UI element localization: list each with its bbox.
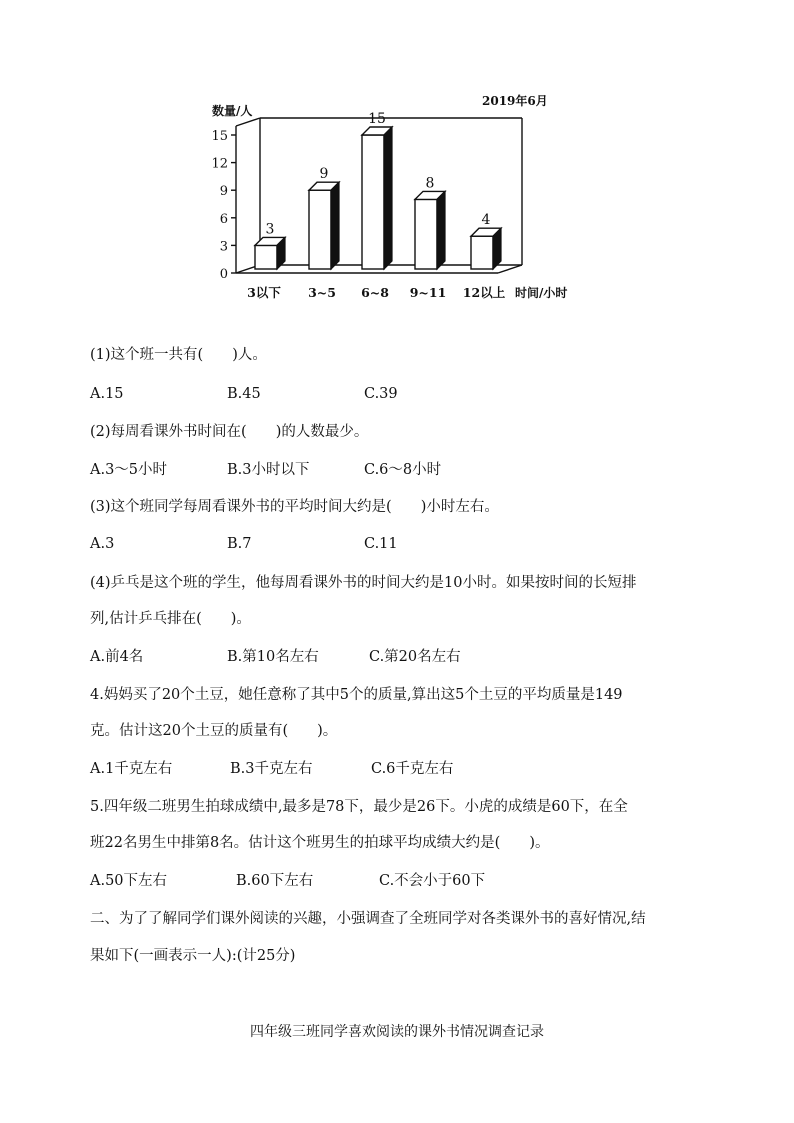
x-tick-label: 3~5 [308,285,336,300]
bar-front [471,236,493,269]
bar-front [255,245,277,269]
q5-option-b[interactable]: B.3千克左右 [230,761,313,777]
q1-option-a[interactable]: A.15 [90,386,124,402]
section2-line2: 果如下(一画表示一人):(计25分) [90,948,296,964]
bar-side [493,228,501,269]
q6-option-b[interactable]: B.60下左右 [236,873,314,889]
q4-option-b[interactable]: B.第10名左右 [227,649,319,665]
bar [309,182,339,269]
q1-option-b[interactable]: B.45 [227,386,261,402]
q2-option-b[interactable]: B.3小时以下 [227,462,310,478]
q3-option-b[interactable]: B.7 [227,536,252,552]
bar-front [415,199,437,269]
table-caption: 四年级三班同学喜欢阅读的课外书情况调查记录 [250,1024,544,1040]
q4-option-c[interactable]: C.第20名左右 [369,649,461,665]
q5-stem-line1: 4.妈妈买了20个土豆，她任意称了其中5个的质量,算出这5个土豆的平均质量是149 [90,687,623,703]
q2-stem: (2)每周看课外书时间在( )的人数最少。 [90,424,369,440]
section2-line1: 二、为了了解同学们课外阅读的兴趣，小强调查了全班同学对各类课外书的喜好情况,结 [90,911,646,927]
chart-title: 2019年6月 [482,94,548,108]
bar-side [437,191,445,269]
q6-stem-line2: 班22名男生中排第8名。估计这个班男生的拍球平均成绩大约是( )。 [90,835,550,851]
q2-option-a[interactable]: A.3～5小时 [90,462,168,478]
wall-top-left-edge [236,118,260,126]
bar-front [309,190,331,269]
y-tick-label: 0 [219,267,228,282]
q5-stem-line2: 克。估计这20个土豆的质量有( )。 [90,723,338,739]
q3-option-c[interactable]: C.11 [364,536,398,552]
chart-bars [255,127,501,269]
bar-side [331,182,339,269]
bar-value-label: 3 [265,221,275,238]
q3-option-a[interactable]: A.3 [90,536,115,552]
q1-option-c[interactable]: C.39 [364,386,398,402]
x-tick-label: 9~11 [409,285,447,300]
y-axis-label: 数量/人 [212,104,253,118]
bar-front [362,135,384,269]
q6-option-a[interactable]: A.50下左右 [90,873,168,889]
q4-option-a[interactable]: A.前4名 [90,649,144,665]
q1-stem: (1)这个班一共有( )人。 [90,347,267,363]
q6-option-c[interactable]: C.不会小于60下 [379,873,486,889]
q6-stem-line1: 5.四年级二班男生拍球成绩中,最多是78下，最少是26下。小虎的成绩是60下，在全 [90,799,628,815]
y-tick-label: 15 [211,129,228,144]
bar-chart [200,85,600,310]
bar [415,191,445,269]
x-tick-label: 6~8 [361,285,389,300]
q5-option-a[interactable]: A.1千克左右 [90,761,173,777]
bar-side [384,127,392,269]
q5-option-c[interactable]: C.6千克左右 [371,761,454,777]
x-tick-label: 12以上 [462,285,506,300]
floor-right-edge [498,265,522,273]
x-tick-label: 3以下 [247,285,281,300]
q4-stem-line2: 列,估计乒乓排在( )。 [90,611,251,627]
bar-value-label: 8 [425,175,435,192]
bar [471,228,501,269]
q4-stem-line1: (4)乒乓是这个班的学生，他每周看课外书的时间大约是10小时。如果按时间的长短排 [90,575,637,591]
bar-value-label: 9 [319,166,329,183]
bar [362,127,392,269]
q2-option-c[interactable]: C.6～8小时 [364,462,442,478]
bar-value-label: 4 [481,212,491,229]
y-tick-label: 6 [219,211,228,227]
x-axis-label: 时间/小时 [515,286,568,300]
y-tick-label: 9 [219,184,228,200]
bar-value-label: 15 [368,111,386,127]
y-tick-label: 3 [219,239,228,255]
bar [255,237,285,269]
y-tick-label: 12 [211,156,228,172]
q3-stem: (3)这个班同学每周看课外书的平均时间大约是( )小时左右。 [90,499,499,515]
